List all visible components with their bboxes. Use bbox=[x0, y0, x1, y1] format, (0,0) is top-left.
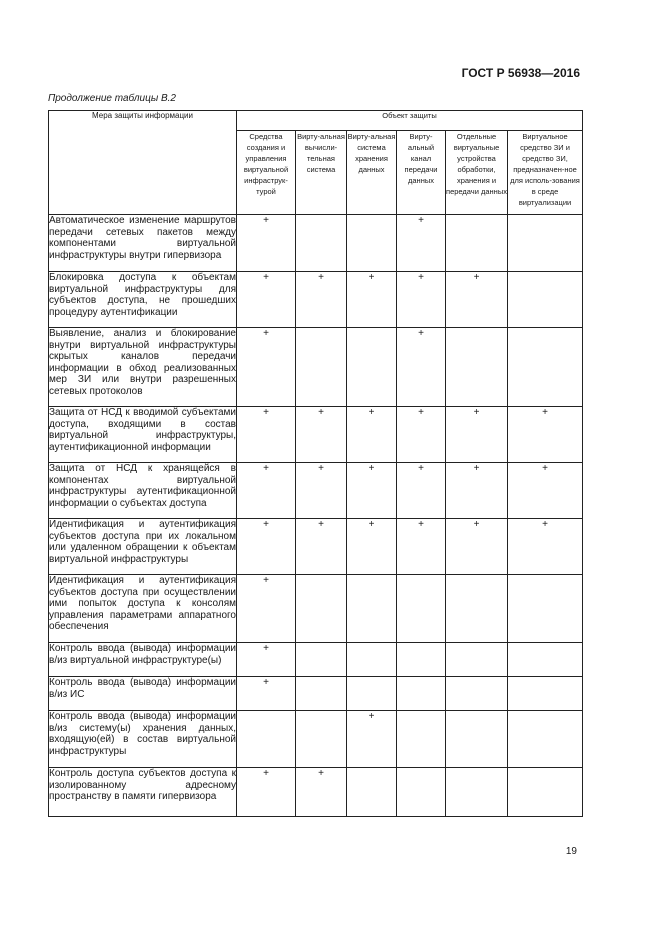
document-code: ГОСТ Р 56938—2016 bbox=[461, 66, 580, 80]
protection-object-group-header: Объект защиты bbox=[237, 111, 583, 131]
applicability-mark-cell bbox=[347, 328, 397, 407]
applicability-mark-cell: + bbox=[296, 407, 347, 463]
applicability-mark-cell: + bbox=[237, 272, 296, 328]
applicability-mark-cell: + bbox=[446, 463, 508, 519]
applicability-mark-cell bbox=[446, 575, 508, 643]
applicability-mark-cell: + bbox=[397, 519, 446, 575]
applicability-mark-cell bbox=[446, 643, 508, 677]
applicability-mark-cell bbox=[508, 328, 583, 407]
applicability-mark-cell bbox=[347, 215, 397, 272]
applicability-mark-cell bbox=[508, 768, 583, 817]
applicability-mark-cell bbox=[296, 215, 347, 272]
applicability-mark-cell: + bbox=[237, 407, 296, 463]
applicability-mark-cell bbox=[397, 643, 446, 677]
applicability-mark-cell: + bbox=[397, 215, 446, 272]
table-row bbox=[49, 711, 583, 768]
applicability-mark-cell: + bbox=[508, 519, 583, 575]
applicability-mark-cell bbox=[296, 677, 347, 711]
table-row bbox=[49, 407, 583, 463]
measure-column-header: Мера защиты информации bbox=[49, 111, 237, 215]
applicability-mark-cell bbox=[296, 575, 347, 643]
applicability-mark-cell: + bbox=[237, 575, 296, 643]
table-row bbox=[49, 768, 583, 817]
applicability-mark-cell: + bbox=[508, 407, 583, 463]
applicability-mark-cell bbox=[508, 215, 583, 272]
applicability-mark-cell bbox=[397, 711, 446, 768]
applicability-mark-cell bbox=[446, 215, 508, 272]
measure-cell: Автоматическое изменение маршрутов передачи сетевых пакетов между компонентами виртуальной инфраструктуры внутри гипервизора bbox=[49, 215, 237, 272]
applicability-mark-cell bbox=[347, 677, 397, 711]
applicability-mark-cell: + bbox=[397, 272, 446, 328]
applicability-mark-cell: + bbox=[347, 519, 397, 575]
column-header: Средства создания и управления виртуальной инфраструк-турой bbox=[237, 131, 296, 215]
applicability-mark-cell: + bbox=[508, 463, 583, 519]
table-row bbox=[49, 215, 583, 272]
applicability-mark-cell bbox=[508, 272, 583, 328]
page-number: 19 bbox=[565, 846, 577, 857]
applicability-mark-cell bbox=[446, 328, 508, 407]
applicability-mark-cell bbox=[347, 575, 397, 643]
protection-measures-table bbox=[48, 110, 583, 817]
applicability-mark-cell bbox=[446, 711, 508, 768]
applicability-mark-cell bbox=[237, 711, 296, 768]
measure-cell: Контроль ввода (вывода) информации в/из ИС bbox=[49, 677, 237, 711]
measure-cell: Идентификация и аутентификация субъектов доступа при их локальном или удаленном обращении к объектам виртуальной инфраструктуры bbox=[49, 519, 237, 575]
applicability-mark-cell: + bbox=[296, 272, 347, 328]
column-header: Отдельные виртуальные устройства обработки, хранения и передачи данных bbox=[446, 131, 508, 215]
table-row bbox=[49, 519, 583, 575]
applicability-mark-cell: + bbox=[446, 407, 508, 463]
applicability-mark-cell bbox=[508, 677, 583, 711]
applicability-mark-cell: + bbox=[237, 463, 296, 519]
applicability-mark-cell bbox=[296, 328, 347, 407]
applicability-mark-cell bbox=[508, 643, 583, 677]
table-row bbox=[49, 575, 583, 643]
table-row bbox=[49, 272, 583, 328]
applicability-mark-cell bbox=[397, 575, 446, 643]
applicability-mark-cell: + bbox=[296, 768, 347, 817]
applicability-mark-cell: + bbox=[237, 215, 296, 272]
column-header: Вирту-альная система хранения данных bbox=[347, 131, 397, 215]
measure-cell: Контроль ввода (вывода) информации в/из систему(ы) хранения данных, входящую(ей) в состав виртуальной инфраструктуры bbox=[49, 711, 237, 768]
applicability-mark-cell: + bbox=[296, 519, 347, 575]
applicability-mark-cell: + bbox=[347, 463, 397, 519]
applicability-mark-cell bbox=[508, 711, 583, 768]
table-row bbox=[49, 643, 583, 677]
measure-cell: Защита от НСД к вводимой субъектами доступа, входящими в состав виртуальной инфраструктуры, аутентификационной информации bbox=[49, 407, 237, 463]
applicability-mark-cell: + bbox=[397, 407, 446, 463]
applicability-mark-cell bbox=[347, 643, 397, 677]
column-header: Вирту-альный канал передачи данных bbox=[397, 131, 446, 215]
applicability-mark-cell bbox=[446, 768, 508, 817]
applicability-mark-cell: + bbox=[296, 463, 347, 519]
applicability-mark-cell: + bbox=[347, 407, 397, 463]
applicability-mark-cell: + bbox=[347, 711, 397, 768]
applicability-mark-cell: + bbox=[446, 519, 508, 575]
applicability-mark-cell: + bbox=[397, 463, 446, 519]
column-header: Вирту-альная вычисли-тельная система bbox=[296, 131, 347, 215]
measure-cell: Идентификация и аутентификация субъектов доступа при осуществлении ими попыток доступа к консолям управления параметрами аппаратного обеспечения bbox=[49, 575, 237, 643]
applicability-mark-cell: + bbox=[237, 643, 296, 677]
measure-cell: Блокировка доступа к объектам виртуальной инфраструктуры для субъектов доступа, не прошедших процедуру аутентификации bbox=[49, 272, 237, 328]
measure-cell: Защита от НСД к хранящейся в компонентах виртуальной инфраструктуры аутентификационной информации о субъектах доступа bbox=[49, 463, 237, 519]
applicability-mark-cell: + bbox=[237, 328, 296, 407]
applicability-mark-cell: + bbox=[237, 519, 296, 575]
applicability-mark-cell bbox=[347, 768, 397, 817]
table-row bbox=[49, 677, 583, 711]
applicability-mark-cell: + bbox=[446, 272, 508, 328]
applicability-mark-cell bbox=[296, 643, 347, 677]
applicability-mark-cell: + bbox=[397, 328, 446, 407]
applicability-mark-cell bbox=[446, 677, 508, 711]
table-row bbox=[49, 328, 583, 407]
applicability-mark-cell: + bbox=[237, 768, 296, 817]
applicability-mark-cell bbox=[296, 711, 347, 768]
table-continuation-label: Продолжение таблицы В.2 bbox=[48, 93, 176, 104]
measure-cell: Контроль ввода (вывода) информации в/из виртуальной инфраструктуре(ы) bbox=[49, 643, 237, 677]
measure-cell: Выявление, анализ и блокирование внутри виртуальной инфраструктуры скрытых каналов передачи информации в обход реализованных мер ЗИ или внутри разрешенных сетевых протоколов bbox=[49, 328, 237, 407]
measure-cell: Контроль доступа субъектов доступа к изолированному адресному пространству в памяти гипервизора bbox=[49, 768, 237, 817]
applicability-mark-cell: + bbox=[347, 272, 397, 328]
applicability-mark-cell bbox=[508, 575, 583, 643]
column-header: Виртуальное средство ЗИ и средство ЗИ, предназначен-ное для исполь-зования в среде виртуализации bbox=[508, 131, 583, 215]
applicability-mark-cell: + bbox=[237, 677, 296, 711]
applicability-mark-cell bbox=[397, 768, 446, 817]
applicability-mark-cell bbox=[397, 677, 446, 711]
table-row bbox=[49, 463, 583, 519]
